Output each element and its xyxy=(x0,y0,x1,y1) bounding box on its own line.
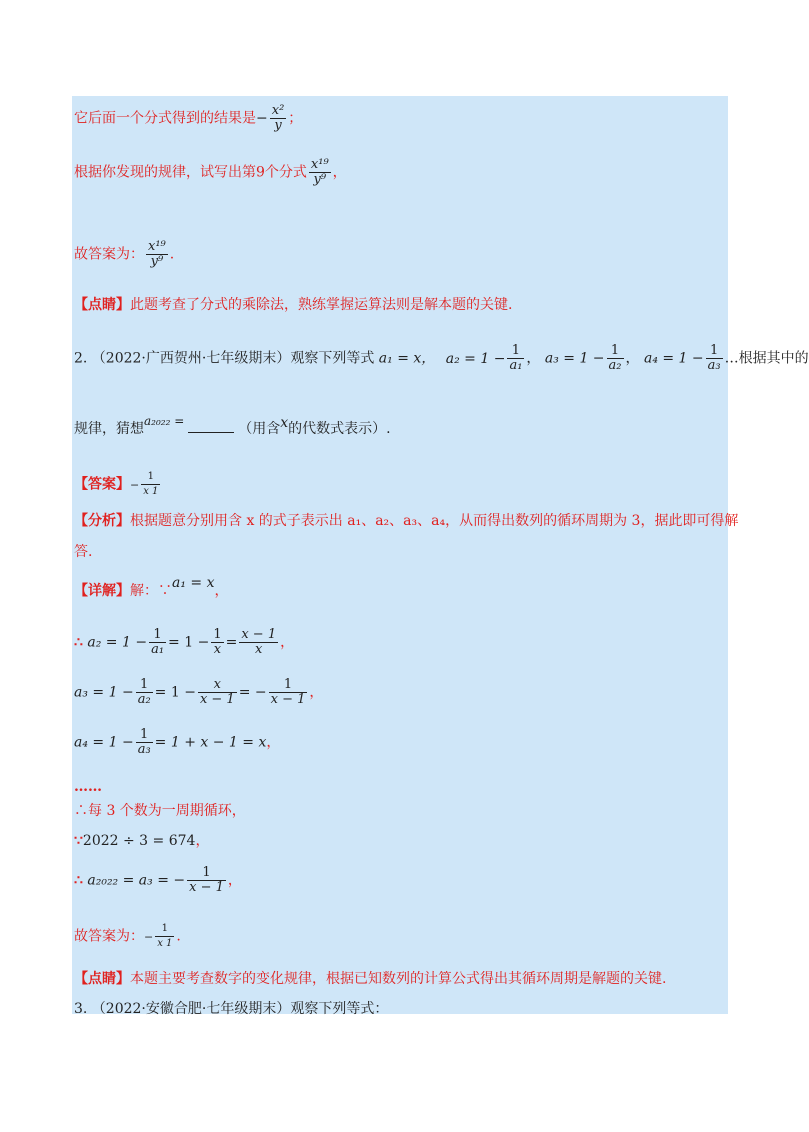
punctuation: ， xyxy=(195,833,210,849)
fraction xyxy=(187,866,226,895)
text-segment: 规律，猜想 xyxy=(74,421,144,437)
line-ninth-fraction xyxy=(74,158,347,187)
fraction xyxy=(270,104,287,133)
therefore-symbol: ∴ xyxy=(74,634,83,651)
numerator: 1 xyxy=(269,678,308,693)
equation: a₂₀₂₂ = xyxy=(144,414,185,428)
text-segment: 故答案为： xyxy=(74,246,144,263)
punctuation: ， xyxy=(309,684,324,701)
line-answer-1 xyxy=(74,240,174,269)
punctuation: ， xyxy=(625,350,640,367)
section-tag: 【详解】 xyxy=(74,583,130,599)
fraction xyxy=(211,628,223,657)
question-prefix: 2. （2022·广西贺州·七年级期末）观察下列等式 xyxy=(74,350,375,367)
ellipsis: …… xyxy=(74,779,102,795)
text-segment: 它后面一个分式得到的结果是 xyxy=(74,110,256,127)
text-segment: 此题考查了分式的乘除法，熟练掌握运算法则是解本题的关键. xyxy=(130,297,513,313)
equation: = − xyxy=(238,684,267,701)
text-segment: （用含 xyxy=(238,421,281,437)
line-answer-tag xyxy=(74,470,162,499)
numerator: 1 xyxy=(507,344,524,359)
punctuation: . xyxy=(169,246,175,263)
denominator: a₂ xyxy=(608,358,622,373)
equation: 2022 ÷ 3 = 674 xyxy=(82,833,196,849)
numerator: 1 xyxy=(141,470,160,485)
equation: a₂ = 1 − xyxy=(445,350,506,367)
line-analysis-1 xyxy=(74,512,738,530)
numerator: 1 xyxy=(213,627,222,642)
equation: a₂₀₂₂ = a₃ = − xyxy=(87,872,186,889)
text-segment: …根据其中的 xyxy=(724,350,809,367)
fraction xyxy=(198,678,237,707)
numerator: x¹⁹ xyxy=(310,157,329,172)
fraction xyxy=(146,240,168,269)
punctuation: ， xyxy=(214,583,229,599)
punctuation: . xyxy=(176,928,181,945)
fraction xyxy=(136,728,153,757)
text-segment: 根据题意分别用含 x 的式子表示出 a₁、a₂、a₃、a₄，从而得出数列的循环周期为 3，据此即可得解 xyxy=(130,513,739,529)
text-segment: 故答案为： xyxy=(74,928,144,945)
punctuation: ， xyxy=(332,164,347,181)
denominator: x xyxy=(213,642,222,657)
minus-sign: − xyxy=(130,478,140,492)
section-tag: 【分析】 xyxy=(74,513,130,529)
numerator: x xyxy=(198,678,237,693)
denominator: x − 1 xyxy=(199,692,235,707)
numerator: 1 xyxy=(149,628,166,643)
line-analysis-2 xyxy=(74,543,92,561)
equation: a₃ = 1 − xyxy=(544,350,605,367)
because-symbol: ∵ xyxy=(74,833,83,849)
denominator: x 1 xyxy=(157,938,173,949)
equation: = 1 − xyxy=(154,684,196,701)
line-a2022 xyxy=(74,866,242,895)
line-detail xyxy=(74,575,229,600)
text-segment: 解：∵ xyxy=(130,583,172,599)
punctuation: ， xyxy=(526,350,541,367)
answer-blank xyxy=(188,418,234,433)
line-division xyxy=(74,832,209,850)
fraction xyxy=(607,344,624,373)
step-a3 xyxy=(74,678,323,707)
denominator: x − 1 xyxy=(189,880,224,895)
question-3-line xyxy=(74,1000,388,1018)
equation: a₁ = x， xyxy=(378,350,436,367)
question-2-line-2 xyxy=(74,414,391,438)
fraction xyxy=(309,158,331,187)
denominator: a₁ xyxy=(509,358,523,373)
denominator: y xyxy=(274,118,282,133)
text-segment: 本题主要考查数字的变化规律，根据已知数列的计算公式得出其循环周期是解题的关键. xyxy=(130,971,667,987)
numerator: x¹⁹ xyxy=(148,239,166,254)
punctuation: ， xyxy=(266,734,281,751)
line-result-prev xyxy=(74,104,302,133)
numerator: x² xyxy=(271,103,285,118)
minus-sign: − xyxy=(256,110,268,127)
punctuation: ； xyxy=(288,110,303,127)
denominator: y⁹ xyxy=(313,172,327,187)
text-segment: 根据你发现的规律，试写出第9个分式 xyxy=(74,164,307,181)
fraction xyxy=(149,628,166,657)
numerator: 1 xyxy=(187,866,226,881)
section-tag: 【点睛】 xyxy=(74,971,130,987)
variable: x xyxy=(280,415,289,431)
text-segment: 的代数式表示）. xyxy=(288,421,391,437)
punctuation: ， xyxy=(227,872,242,889)
section-tag: 【点睛】 xyxy=(74,297,130,313)
denominator: a₃ xyxy=(137,742,151,757)
fraction xyxy=(269,678,308,707)
equation: a₄ = 1 − xyxy=(74,734,134,751)
numerator: 1 xyxy=(136,678,153,693)
denominator: x 1 xyxy=(143,486,159,497)
denominator: a₂ xyxy=(137,692,151,707)
step-a2 xyxy=(74,628,294,657)
fraction xyxy=(507,344,524,373)
therefore-symbol: ∴ xyxy=(74,872,83,889)
denominator: y⁹ xyxy=(150,254,164,269)
step-a4 xyxy=(74,728,280,757)
equation: = 1 − xyxy=(168,634,210,651)
denominator: a₁ xyxy=(151,642,165,657)
numerator: 1 xyxy=(607,344,624,359)
punctuation: ， xyxy=(280,634,295,651)
line-comment-2 xyxy=(74,970,666,988)
denominator: x − 1 xyxy=(270,692,306,707)
section-tag: 【答案】 xyxy=(74,476,130,493)
text-segment: 答. xyxy=(74,544,93,560)
line-answer-2 xyxy=(74,922,181,951)
fraction xyxy=(136,678,153,707)
denominator: x xyxy=(255,642,263,657)
question-prefix: 3. （2022·安徽合肥·七年级期末）观察下列等式： xyxy=(74,1001,389,1017)
fraction xyxy=(239,628,278,657)
equation: = xyxy=(225,634,238,651)
numerator: x − 1 xyxy=(241,627,277,642)
fraction xyxy=(141,470,160,499)
line-comment-1 xyxy=(74,296,512,314)
line-cycle: ∴每 3 个数为一周期循环， xyxy=(74,803,246,819)
fraction xyxy=(155,922,174,951)
numerator: 1 xyxy=(136,728,153,743)
equation: a₄ = 1 − xyxy=(643,350,704,367)
numerator: 1 xyxy=(706,344,723,359)
denominator: a₃ xyxy=(707,358,721,373)
question-2-line-1 xyxy=(74,344,809,373)
minus-sign: − xyxy=(144,930,154,944)
equation: a₁ = x xyxy=(172,575,215,591)
equation: a₂ = 1 − xyxy=(87,634,148,651)
equation: a₃ = 1 − xyxy=(74,684,134,701)
fraction xyxy=(706,344,723,373)
equation: = 1 + x − 1 = x xyxy=(154,734,267,751)
numerator: 1 xyxy=(155,922,174,937)
